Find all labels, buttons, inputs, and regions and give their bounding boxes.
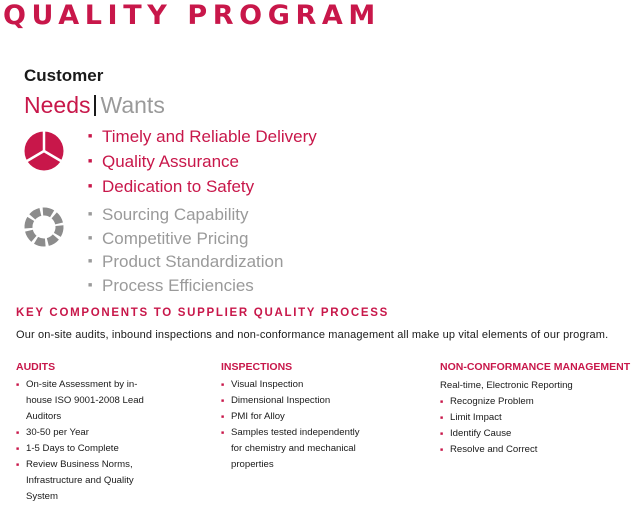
list-item: ■ PMI for Alloy bbox=[221, 409, 401, 425]
wants-item: ■ Process Efficiencies bbox=[88, 274, 283, 298]
nonconformance-column bbox=[440, 361, 635, 458]
list-item: ■ Limit Impact bbox=[440, 410, 635, 426]
needs-label: Needs bbox=[24, 92, 91, 118]
needs-item: ■ Dedication to Safety bbox=[88, 174, 317, 199]
nonconformance-heading: NON-CONFORMANCE MANAGEMENT bbox=[440, 361, 631, 373]
wants-list bbox=[88, 203, 283, 297]
needs-wants-heading bbox=[24, 91, 165, 119]
audits-list bbox=[16, 377, 196, 505]
list-item: ■ On-site Assessment by in-house ISO 9001-2008 Lead Auditors bbox=[16, 377, 158, 425]
list-item: ■ Identify Cause bbox=[440, 426, 635, 442]
nonconformance-list bbox=[440, 394, 635, 458]
needs-list bbox=[88, 124, 317, 199]
audits-heading: AUDITS bbox=[16, 361, 56, 373]
wants-item: ■ Product Standardization bbox=[88, 250, 283, 274]
audits-column bbox=[16, 361, 196, 505]
inspections-column bbox=[221, 361, 401, 473]
list-item: ■ Visual Inspection bbox=[221, 377, 401, 393]
nonconformance-subheading: Real-time, Electronic Reporting bbox=[440, 380, 573, 391]
list-item: ■ Dimensional Inspection bbox=[221, 393, 401, 409]
list-item: ■ 1-5 Days to Complete bbox=[16, 441, 196, 457]
pie-icon bbox=[24, 131, 64, 171]
wants-item: ■ Sourcing Capability bbox=[88, 203, 283, 227]
needs-item: ■ Timely and Reliable Delivery bbox=[88, 124, 317, 149]
key-components-title: KEY COMPONENTS TO SUPPLIER QUALITY PROCESS bbox=[16, 307, 390, 319]
wants-label: Wants bbox=[100, 92, 165, 118]
customer-heading: Customer bbox=[24, 66, 104, 85]
wants-item: ■ Competitive Pricing bbox=[88, 227, 283, 251]
list-item: ■ Samples tested independently for chemistry and mechanical properties bbox=[221, 425, 371, 473]
list-item: ■ 30-50 per Year bbox=[16, 425, 196, 441]
list-item: ■ Review Business Norms, Infrastructure and Quality System bbox=[16, 457, 156, 505]
needs-item: ■ Quality Assurance bbox=[88, 149, 317, 174]
key-components-description: Our on-site audits, inbound inspections and non-conformance management all make up vital elements of our program. bbox=[16, 329, 609, 341]
divider bbox=[94, 95, 96, 116]
ring-icon bbox=[24, 207, 64, 247]
page-title: QUALITY PROGRAM bbox=[3, 0, 381, 31]
inspections-list bbox=[221, 377, 401, 473]
inspections-heading: INSPECTIONS bbox=[221, 361, 293, 373]
list-item: ■ Recognize Problem bbox=[440, 394, 635, 410]
list-item: ■ Resolve and Correct bbox=[440, 442, 635, 458]
